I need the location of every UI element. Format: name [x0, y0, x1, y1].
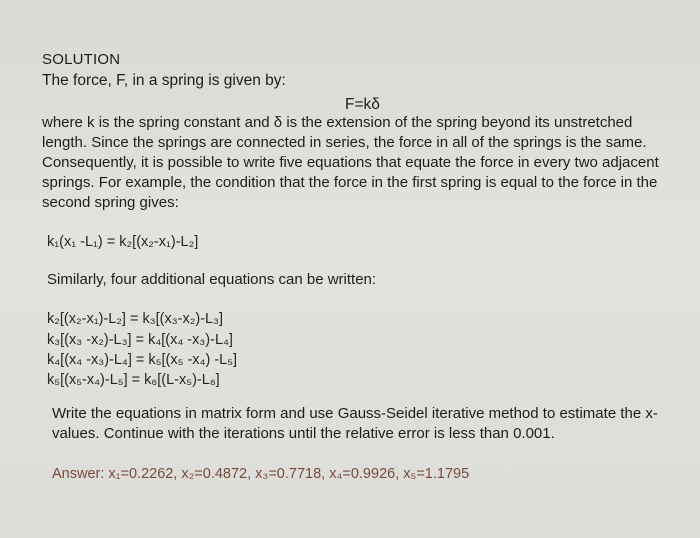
- equation-line: k₂[(x₂-x₁)-L₂] = k₃[(x₃-x₂)-L₃]: [47, 311, 224, 327]
- paragraph-line: length. Since the springs are connected in series, the force in all of the springs is the same.: [42, 134, 647, 151]
- spring-force-formula: F=kδ: [345, 96, 380, 113]
- solution-heading: SOLUTION: [42, 51, 121, 68]
- equation-line: k₅[(x₅-x₄)-L₅] = k₆[(L-x₅)-L₆]: [47, 372, 220, 388]
- first-equation: k₁(x₁ -L₁) = k₂[(x₂-x₁)-L₂]: [47, 234, 199, 250]
- paragraph-line: springs. For example, the condition that the force in the first spring is equal to the force in the: [42, 174, 658, 191]
- equation-line: k₃[(x₃ -x₂)-L₃] = k₄[(x₄ -x₃)-L₄]: [47, 332, 233, 348]
- answer-line: Answer: x₁=0.2262, x₂=0.4872, x₃=0.7718, x₄=0.9926, x₅=1.1795: [52, 466, 470, 482]
- paragraph-line: Consequently, it is possible to write five equations that equate the force in every two adjacent: [42, 154, 659, 171]
- similarly-line: Similarly, four additional equations can be written:: [47, 271, 377, 288]
- intro-line: The force, F, in a spring is given by:: [42, 72, 286, 89]
- equation-line: k₄[(x₄ -x₃)-L₄] = k₅[(x₅ -x₄) -L₅]: [47, 352, 238, 368]
- instruction-line: values. Continue with the iterations until the relative error is less than 0.001.: [52, 425, 555, 442]
- paragraph-line: second spring gives:: [42, 194, 179, 211]
- instruction-line: Write the equations in matrix form and use Gauss-Seidel iterative method to estimate the x-: [52, 405, 658, 422]
- paragraph-line: where k is the spring constant and δ is the extension of the spring beyond its unstretched: [42, 114, 633, 131]
